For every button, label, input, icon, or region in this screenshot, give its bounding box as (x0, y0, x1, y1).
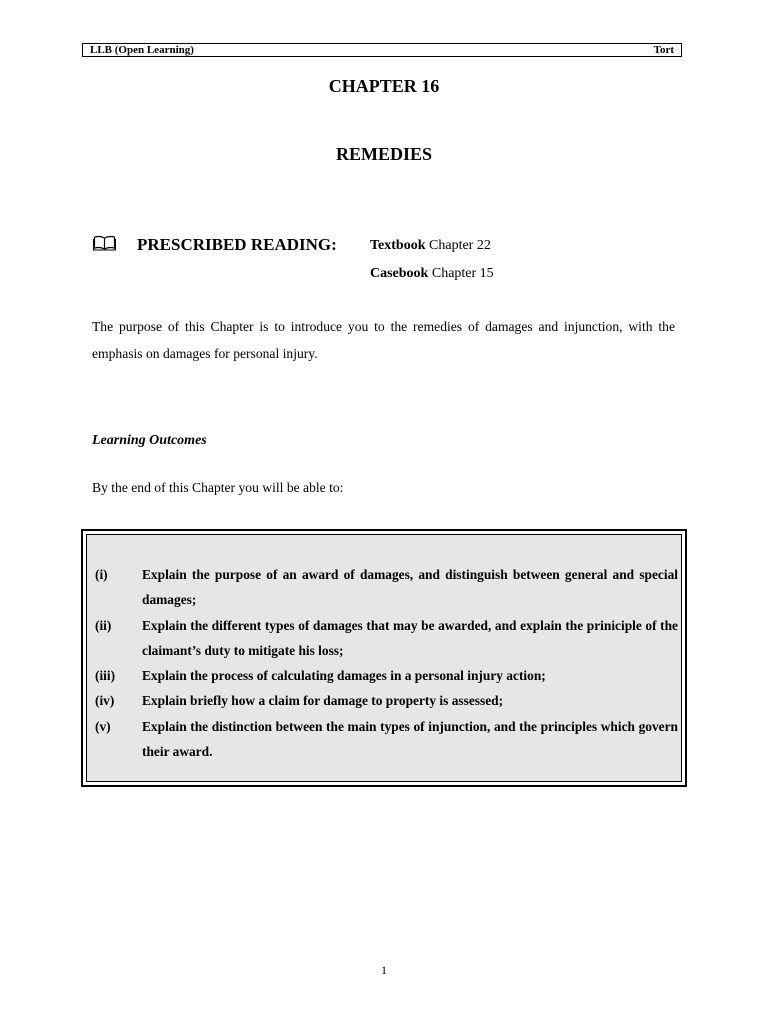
header-subject: Tort (653, 44, 674, 56)
outcome-item (95, 688, 678, 713)
casebook-reference (370, 266, 494, 282)
casebook-chapter: Chapter 15 (431, 266, 494, 281)
outcome-text: Explain the different types of damages that may be awarded, and explain the priniciple of the claimant’s duty to mitigate his loss; (142, 617, 678, 658)
prescribed-reading-label: PRESCRIBED READING: (137, 235, 337, 254)
open-book-icon (93, 235, 116, 251)
outcome-number: (iii) (95, 668, 116, 684)
page-number: 1 (381, 963, 387, 977)
outcome-number: (iv) (95, 693, 115, 709)
chapter-number: CHAPTER 16 (328, 76, 440, 96)
outcome-number: (i) (95, 567, 108, 582)
outcome-text: Explain the distinction between the main types of injunction, and the principles which govern their award. (142, 718, 678, 760)
learning-outcomes-panel (86, 534, 682, 782)
outcome-text: Explain the process of calculating damages in a personal injury action; (142, 668, 546, 684)
outcome-item (95, 714, 678, 765)
running-header (82, 43, 682, 57)
outcome-number: (ii) (95, 617, 112, 633)
learning-outcomes-intro: By the end of this Chapter you will be able to: (92, 480, 344, 495)
chapter-title: REMEDIES (335, 144, 433, 164)
learning-outcomes-heading: Learning Outcomes (92, 433, 207, 448)
learning-outcomes-box (81, 529, 687, 787)
outcome-text: Explain briefly how a claim for damage to property is assessed; (142, 693, 504, 709)
textbook-label: Textbook (370, 238, 426, 253)
outcome-item (95, 613, 678, 664)
casebook-label: Casebook (370, 266, 429, 281)
purpose-paragraph: The purpose of this Chapter is to introduce you to the remedies of damages and injunction, with the emphasis on damages for personal injury. (92, 319, 675, 361)
header-course: LLB (Open Learning) (90, 44, 194, 56)
textbook-reference (370, 238, 491, 254)
textbook-chapter: Chapter 22 (429, 238, 491, 253)
outcome-item (95, 562, 678, 613)
learning-outcomes-list (95, 562, 678, 764)
outcome-item (95, 663, 678, 688)
outcome-text: Explain the purpose of an award of damages, and distinguish between general and special damages; (142, 567, 678, 608)
outcome-number: (v) (95, 718, 111, 734)
